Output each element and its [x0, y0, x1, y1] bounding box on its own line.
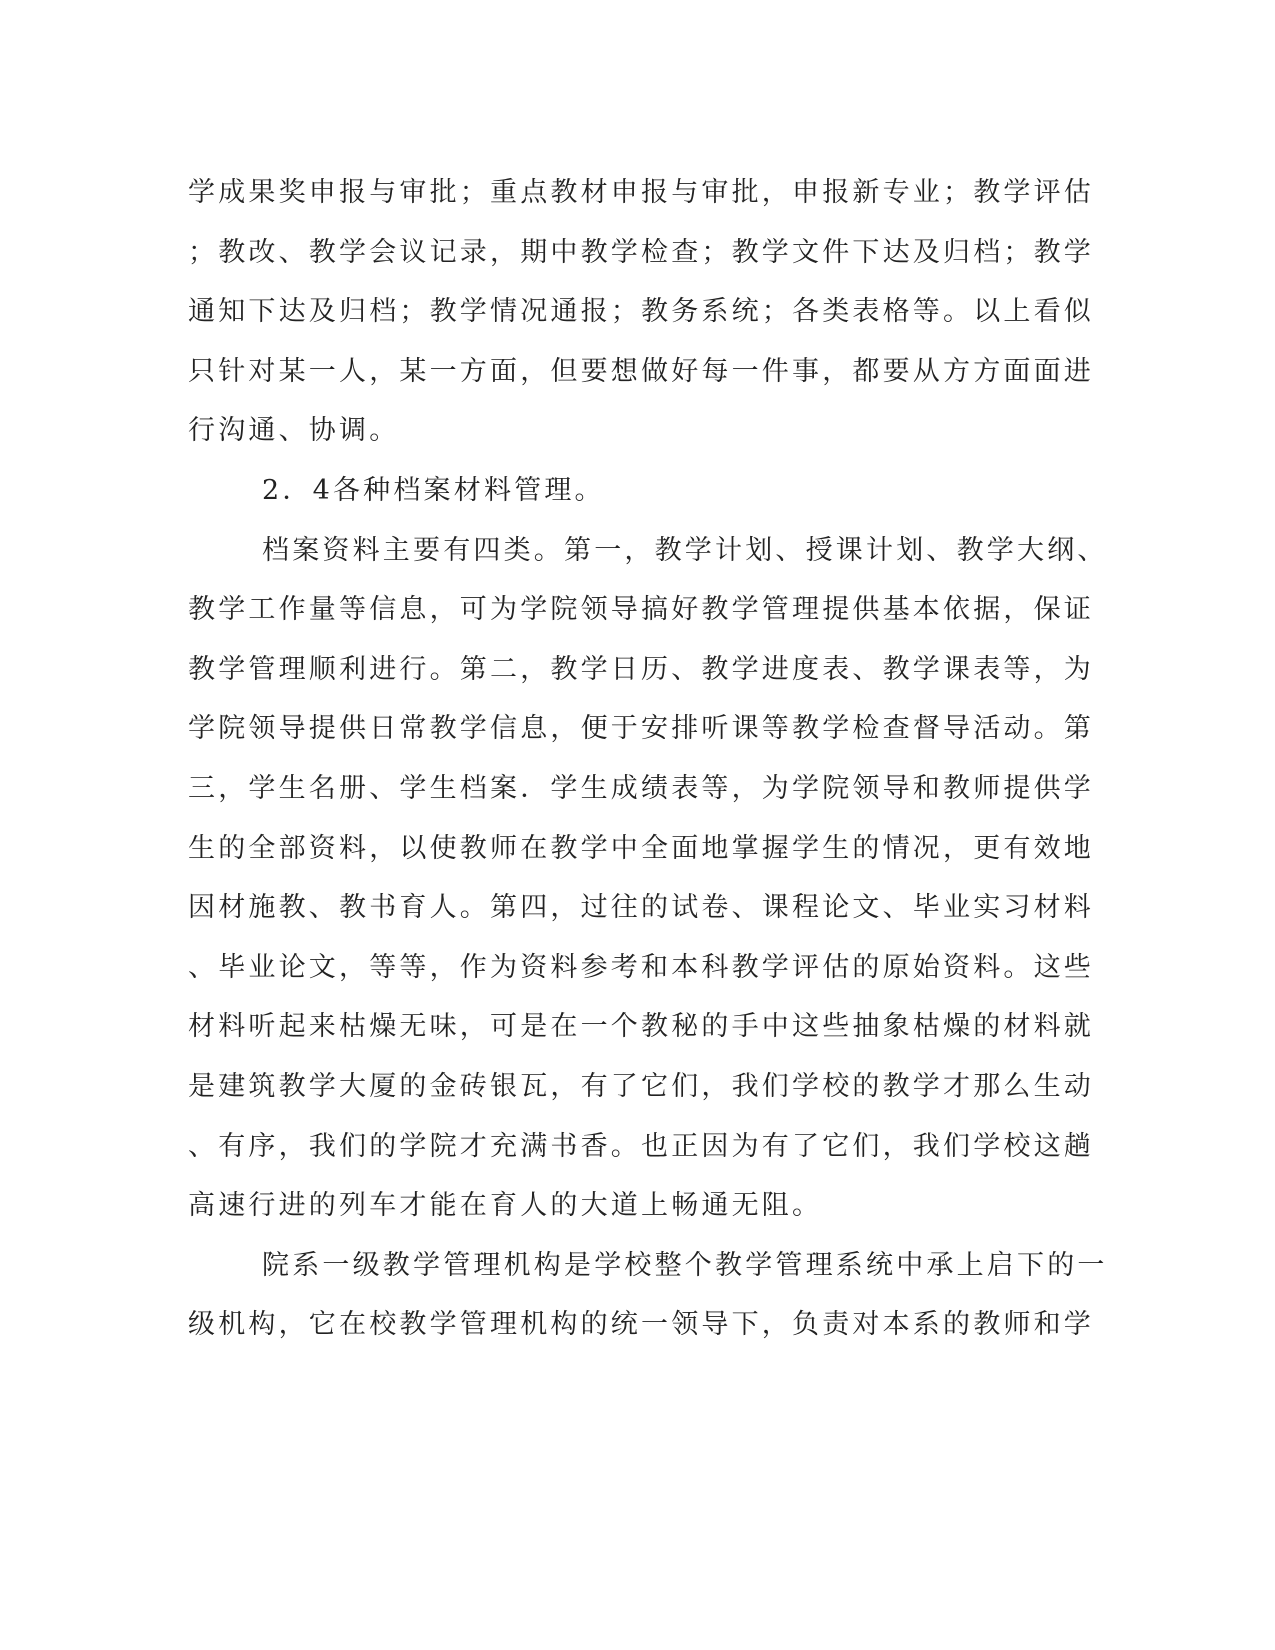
document-body: [188, 163, 1108, 1355]
section-heading: 2．4各种档案材料管理。: [262, 474, 605, 506]
text-line: 行沟通、协调。: [188, 415, 400, 447]
text-line: 高速行进的列车才能在育人的大道上畅通无阻。: [188, 1190, 823, 1222]
text-line: ；教改、教学会议记录，期中教学检查；教学文件下达及归档；教学: [188, 236, 1094, 268]
paragraph-2: [188, 521, 1108, 1236]
text-line: 级机构，它在校教学管理机构的统一领导下，负责对本系的教师和学: [188, 1309, 1094, 1341]
paragraph-1: [188, 163, 1094, 461]
text-line: 、毕业论文，等等，作为资料参考和本科教学评估的原始资料。这些: [188, 951, 1094, 983]
text-line: 三，学生名册、学生档案．学生成绩表等，为学院领导和教师提供学: [188, 772, 1094, 804]
text-line: 生的全部资料，以使教师在教学中全面地掌握学生的情况，更有效地: [188, 832, 1094, 864]
text-line: 档案资料主要有四类。第一，教学计划、授课计划、教学大纲、: [262, 534, 1108, 566]
text-line: 学院领导提供日常教学信息，便于安排听课等教学检查督导活动。第: [188, 713, 1094, 745]
paragraph-3: [188, 1236, 1108, 1355]
text-line: 院系一级教学管理机构是学校整个教学管理系统中承上启下的一: [262, 1249, 1108, 1281]
text-line: 是建筑教学大厦的金砖银瓦，有了它们，我们学校的教学才那么生动: [188, 1070, 1094, 1102]
text-line: 材料听起来枯燥无味，可是在一个教秘的手中这些抽象枯燥的材料就: [188, 1011, 1094, 1043]
text-line: 只针对某一人，某一方面，但要想做好每一件事，都要从方方面面进: [188, 355, 1094, 387]
text-line: 学成果奖申报与审批；重点教材申报与审批，申报新专业；教学评估: [188, 177, 1094, 208]
text-line: 因材施教、教书育人。第四，过往的试卷、课程论文、毕业实习材料: [188, 892, 1094, 924]
text-line: 通知下达及归档；教学情况通报；教务系统；各类表格等。以上看似: [188, 296, 1094, 328]
text-line: 教学管理顺利进行。第二，教学日历、教学进度表、教学课表等，为: [188, 653, 1094, 685]
text-line: 教学工作量等信息，可为学院领导搞好教学管理提供基本依据，保证: [188, 594, 1094, 626]
text-line: 、有序，我们的学院才充满书香。也正因为有了它们，我们学校这趟: [188, 1130, 1094, 1162]
